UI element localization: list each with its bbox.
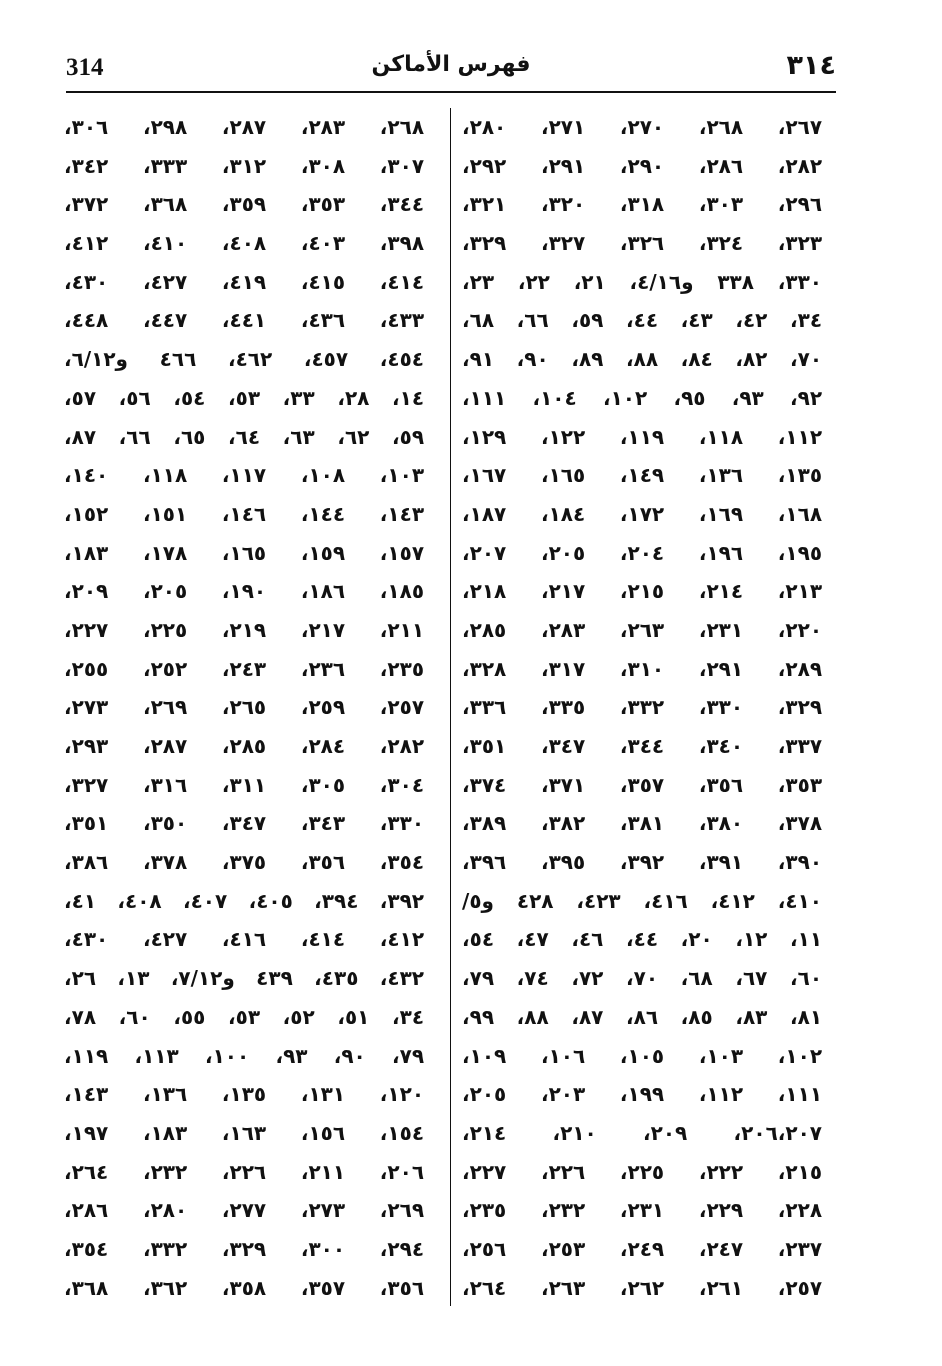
index-line: ٤١٠، ٤١٢، ٤١٦، ٤٢٣، ٤٢٨ و٥/ <box>462 888 822 913</box>
index-line: ١١٢، ١١٨، ١١٩، ١٢٢، ١٢٩، <box>462 424 823 449</box>
index-line: ٢١٣، ٢١٤، ٢١٥، ٢١٧، ٢١٨، <box>462 579 823 604</box>
index-line: ٣٠٧، ٣٠٨، ٣١٢، ٣٣٣، ٣٤٢، <box>64 153 425 178</box>
index-line: ١٦٨، ١٦٩، ١٧٢، ١٨٤، ١٨٧، <box>462 501 823 526</box>
header-rule <box>66 91 836 93</box>
index-line: ٢٣٧، ٢٤٧، ٢٤٩، ٢٥٣، ٢٥٦، <box>462 1236 823 1261</box>
index-line: ١٢٠، ١٣١، ١٣٥، ١٣٦، ١٤٣، <box>64 1082 425 1107</box>
index-line: ٣٤٤، ٣٥٣، ٣٥٩، ٣٦٨، ٣٧٢، <box>64 192 425 217</box>
index-line: ٣٩٠، ٣٩١، ٣٩٢، ٣٩٥، ٣٩٦، <box>462 850 823 875</box>
page-title: فهرس الأماكن <box>371 52 531 77</box>
index-line: ٤١٢، ٤١٤، ٤١٦، ٤٢٧، ٤٣٠، <box>64 927 425 952</box>
index-line: ٢٩٤، ٣٠٠، ٣٢٩، ٣٣٢، ٣٥٤، <box>64 1236 425 1261</box>
index-line: ٢٠٦، ٢١١، ٢٢٦، ٢٣٢، ٢٦٤، <box>64 1159 425 1184</box>
index-line: ٢١١، ٢١٧، ٢١٩، ٢٢٥، ٢٢٧، <box>64 617 425 642</box>
index-column-left <box>64 108 424 1307</box>
index-line: ٣٣٧، ٣٤٠، ٣٤٤، ٣٤٧، ٣٥١، <box>462 734 823 758</box>
index-line: ٢١٥، ٢٢٢، ٢٢٥، ٢٢٦، ٢٢٧، <box>462 1159 823 1184</box>
index-line: ١٥٤، ١٥٦، ١٦٣، ١٨٣، ١٩٧، <box>64 1120 425 1145</box>
index-line: ٦٠، ٦٧، ٦٨، ٧٠، ٧٢، ٧٤، ٧٩، <box>462 966 823 991</box>
index-line: ٥٩، ٦٢، ٦٣، ٦٤، ٦٥، ٦٦، ٨٧، <box>64 424 425 449</box>
index-line: ١١، ١٢، ٢٠، ٤٤، ٤٦، ٤٧، ٥٤، <box>462 927 823 952</box>
index-line: ٤١٤، ٤١٥، ٤١٩، ٤٢٧، ٤٣٠، <box>64 269 425 294</box>
index-line: ٣٣٠، ٣٣٨ و٤/١٦، ٢١، ٢٢، ٢٣، <box>462 269 823 294</box>
index-line: ١٨٥، ١٨٦، ١٩٠، ٢٠٥، ٢٠٩، <box>64 579 425 604</box>
index-line: ١٠٣، ١٠٨، ١١٧، ١١٨، ١٤٠، <box>64 463 425 488</box>
index-line: ٩٢، ٩٣، ٩٥، ١٠٢، ١٠٤، ١١١، <box>462 385 823 410</box>
index-line: ٢٠٦،٢٠٧، ٢٠٩، ٢١٠، ٢١٤، <box>462 1120 822 1145</box>
page-number-arabic: ٣١٤ <box>786 50 836 81</box>
column-divider <box>450 108 451 1306</box>
index-line: ٧٠، ٨٢، ٨٤، ٨٨، ٨٩، ٩٠، ٩١، <box>462 347 823 372</box>
index-line: ٤٥٤، ٤٥٧، ٤٦٢، ٤٦٦ و٦/١٢، <box>64 347 424 372</box>
page-header <box>66 48 836 92</box>
index-line: ١٣٥، ١٣٦، ١٤٩، ١٦٥، ١٦٧، <box>462 463 823 488</box>
index-line: ٢٩٦، ٣٠٣، ٣١٨، ٣٢٠، ٣٢١، <box>462 192 823 217</box>
index-line: ٢٣٥، ٢٣٦، ٢٤٣، ٢٥٢، ٢٥٥، <box>64 656 425 681</box>
index-line: ٣٧٨، ٣٨٠، ٣٨١، ٣٨٢، ٣٨٩، <box>462 811 823 836</box>
index-line: ٤٣٢، ٤٣٥، ٤٣٩ و٧/١٢، ١٣، ٢٦، <box>64 966 425 991</box>
index-line: ٣٤، ٤٢، ٤٣، ٤٤، ٥٩، ٦٦، ٦٨، <box>462 308 823 333</box>
index-line: ٢٦٩، ٢٧٣، ٢٧٧، ٢٨٠، ٢٨٦، <box>64 1198 425 1223</box>
index-line: ١٠٢، ١٠٣، ١٠٥، ١٠٦، ١٠٩، <box>462 1043 823 1068</box>
page-number-latin: 314 <box>66 54 104 81</box>
index-line: ٢٥٧، ٢٦١، ٢٦٢، ٢٦٣، ٢٦٤، <box>462 1275 823 1300</box>
index-line: ٣٢٩، ٣٣٠، ٣٣٢، ٣٣٥، ٣٣٦، <box>462 695 823 720</box>
index-column-right <box>462 108 822 1307</box>
index-line: ٣٩٨، ٤٠٣، ٤٠٨، ٤١٠، ٤١٢، <box>64 231 425 256</box>
index-line: ١٤٣، ١٤٤، ١٤٦، ١٥١، ١٥٢، <box>64 501 425 526</box>
index-line: ٢٥٧، ٢٥٩، ٢٦٥، ٢٦٩، ٢٧٣، <box>64 695 425 720</box>
index-line: ٨١، ٨٣، ٨٥، ٨٦، ٨٧، ٨٨، ٩٩، <box>462 1004 823 1029</box>
index-line: ٣٠٤، ٣٠٥، ٣١١، ٣١٦، ٣٢٧، <box>64 772 425 797</box>
index-line: ٣٢٣، ٣٢٤، ٣٢٦، ٣٢٧، ٣٢٩، <box>462 231 823 256</box>
index-line: ٣٥٦، ٣٥٧، ٣٥٨، ٣٦٢، ٣٦٨، <box>64 1275 425 1300</box>
index-line: ٢٨٩، ٢٩١، ٣١٠، ٣١٧، ٣٢٨، <box>462 656 823 681</box>
index-line: ٣٣٠، ٣٤٣، ٣٤٧، ٣٥٠، ٣٥١، <box>64 811 425 836</box>
index-line: ٢٦٧، ٢٦٨، ٢٧٠، ٢٧١، ٢٨٠، <box>462 115 823 139</box>
index-line: ١٩٥، ١٩٦، ٢٠٤، ٢٠٥، ٢٠٧، <box>462 540 823 565</box>
index-line: ١٥٧، ١٥٩، ١٦٥، ١٧٨، ١٨٣، <box>64 540 425 565</box>
index-line: ٤٣٣، ٤٣٦، ٤٤١، ٤٤٧، ٤٤٨، <box>64 308 425 333</box>
index-line: ٣٥٤، ٣٥٦، ٣٧٥، ٣٧٨، ٣٨٦، <box>64 850 425 875</box>
index-line: ٣٥٣، ٣٥٦، ٣٥٧، ٣٧١، ٣٧٤، <box>462 772 823 797</box>
index-line: ٧٩، ٩٠، ٩٣، ١٠٠، ١١٣، ١١٩، <box>64 1043 425 1068</box>
index-line: ٢٢٨، ٢٢٩، ٢٣١، ٢٣٢، ٢٣٥، <box>462 1198 823 1223</box>
index-line: ٢٢٠، ٢٣١، ٢٦٣، ٢٨٣، ٢٨٥، <box>462 617 823 642</box>
index-line: ١٤، ٢٨، ٣٣، ٥٣، ٥٤، ٥٦، ٥٧، <box>64 385 425 410</box>
index-line: ٣٤، ٥١، ٥٢، ٥٣، ٥٥، ٦٠، ٧٨، <box>64 1004 425 1029</box>
index-line: ٢٨٢، ٢٨٦، ٢٩٠، ٢٩١، ٢٩٢، <box>462 153 823 178</box>
index-line: ٢٨٢، ٢٨٤، ٢٨٥، ٢٨٧، ٢٩٣، <box>64 734 425 758</box>
index-line: ١١١، ١١٢، ١٩٩، ٢٠٣، ٢٠٥، <box>462 1082 823 1107</box>
index-line: ٢٦٨، ٢٨٣، ٢٨٧، ٢٩٨، ٣٠٦، <box>64 115 425 139</box>
index-line: ٣٩٢، ٣٩٤، ٤٠٥، ٤٠٧، ٤٠٨، ٤١، <box>64 888 424 913</box>
